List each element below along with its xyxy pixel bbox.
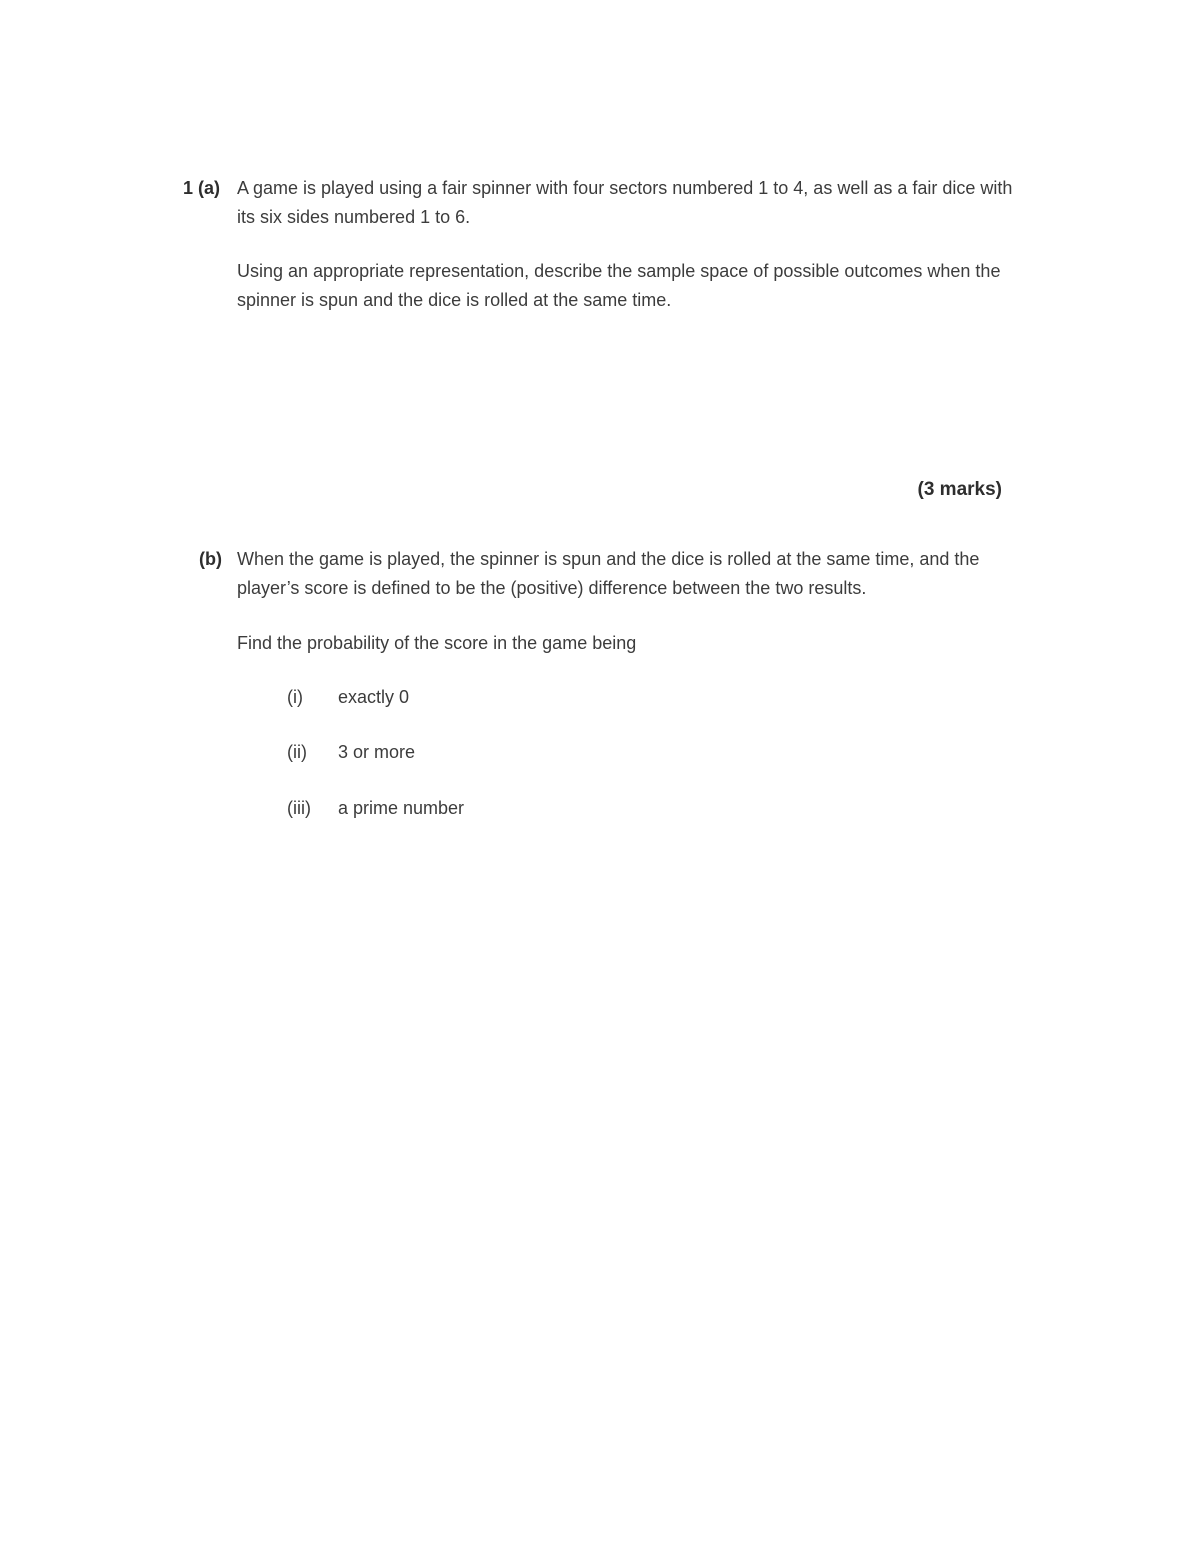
part-b-paragraph-1: When the game is played, the spinner is spun and the dice is rolled at the same time, and the player’s score is defined to be the (positive) difference between the two results.	[237, 549, 980, 598]
sub-item-text: a prime number	[338, 798, 465, 818]
part-a-paragraph-2: Using an appropriate representation, describe the sample space of possible outcomes when the spinner is spun and the dice is rolled at the same time.	[237, 261, 1001, 310]
part-a-paragraph-1: A game is played using a fair spinner with four sectors numbered 1 to 4, as well as a fair dice with its six sides numbered 1 to 6.	[237, 178, 1013, 227]
part-b-paragraph-2: Find the probability of the score in the game being	[237, 633, 637, 653]
marks-label: (3 marks)	[917, 479, 1002, 500]
question-label-1a: 1 (a)	[183, 178, 221, 198]
sub-item-number: (iii)	[287, 798, 311, 818]
question-label-b: (b)	[199, 549, 222, 569]
sub-item-text: exactly 0	[338, 687, 410, 707]
sub-item-number: (i)	[287, 687, 303, 707]
sub-item-number: (ii)	[287, 742, 307, 762]
sub-item-text: 3 or more	[338, 742, 416, 762]
